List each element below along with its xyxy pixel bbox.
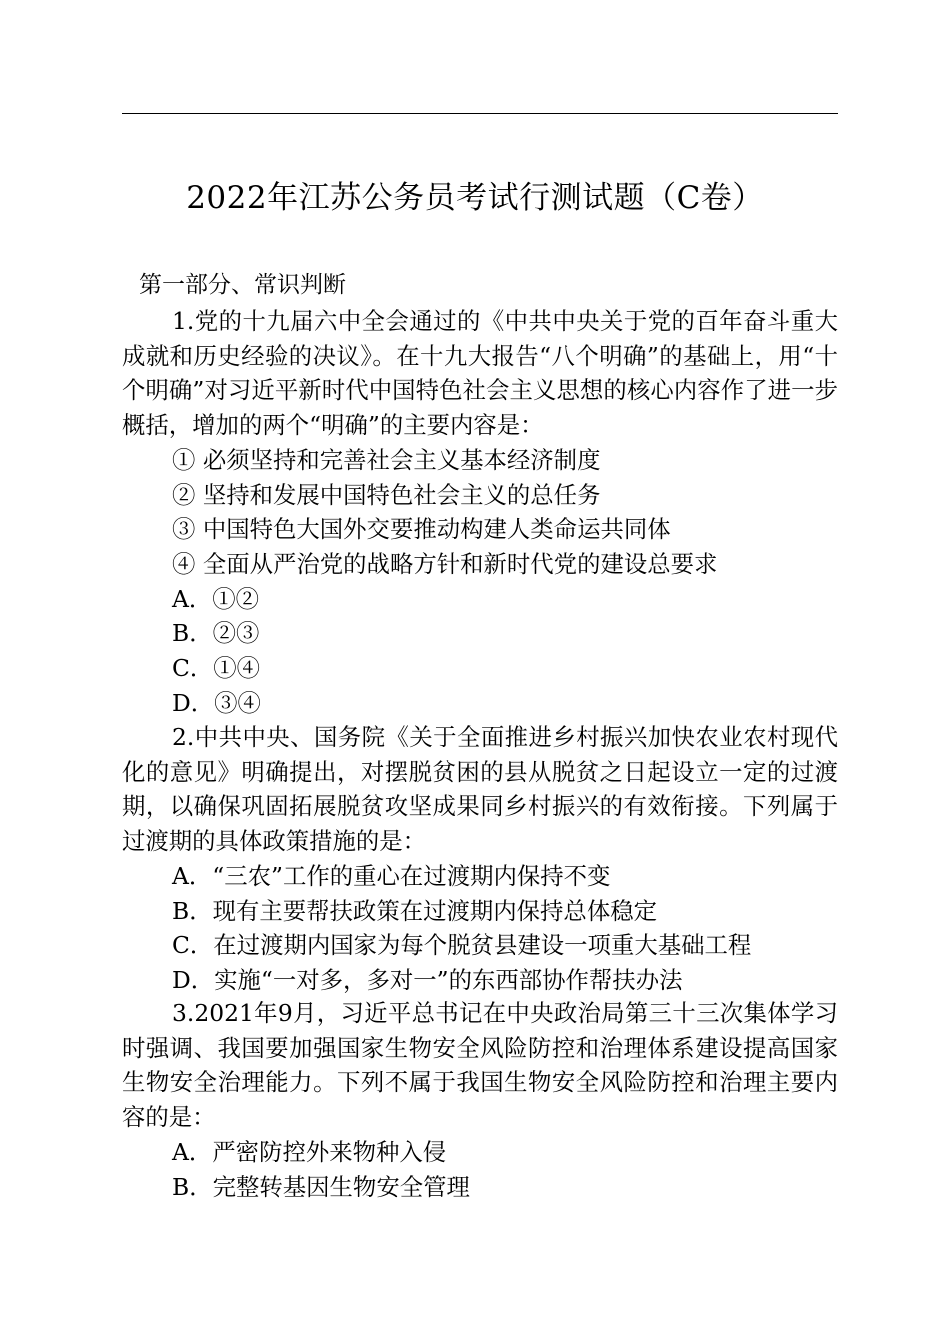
document-title: 2022年江苏公务员考试行测试题（C卷） — [186, 180, 764, 216]
answer-option: A．①② — [172, 584, 260, 613]
answer-option: D．实施“一对多，多对一”的东西部协作帮扶办法 — [172, 965, 683, 994]
header-rule — [122, 113, 838, 114]
question-stem: 3.2021年9月，习近平总书记在中央政治局第三十三次集体学习时强调、我国要加强国家生物安全风险防控和治理体系建设提高国家生物安全治理能力。下列不属于我国生物安全风险防控和治理主要内容的是： — [122, 999, 838, 1132]
question-3 — [122, 996, 838, 1204]
question-stem: 1.党的十九届六中全会通过的《中共中央关于党的百年奋斗重大成就和历史经验的决议》。在十九大报告“八个明确”的基础上，用“十个明确”对习近平新时代中国特色社会主义思想的核心内容作了进一步概括，增加的两个“明确”的主要内容是： — [122, 307, 838, 440]
answer-option: A．“三农”工作的重心在过渡期内保持不变 — [172, 861, 611, 890]
statement-item: ③ 中国特色大国外交要推动构建人类命运共同体 — [172, 515, 671, 544]
statement-item: ④ 全面从严治党的战略方针和新时代党的建设总要求 — [172, 549, 718, 578]
statement-item: ② 坚持和发展中国特色社会主义的总任务 — [172, 480, 601, 509]
answer-option: D．③④ — [172, 688, 261, 717]
statement-item: ① 必须坚持和完善社会主义基本经济制度 — [172, 445, 601, 474]
answer-option: C．在过渡期内国家为每个脱贫县建设一项重大基础工程 — [172, 931, 752, 960]
answer-option: C．①④ — [172, 654, 261, 683]
answer-option: B．现有主要帮扶政策在过渡期内保持总体稳定 — [172, 896, 657, 925]
answer-option: A．严密防控外来物种入侵 — [172, 1137, 447, 1166]
question-1 — [122, 304, 838, 720]
answer-option: B．完整转基因生物安全管理 — [172, 1172, 470, 1201]
question-2 — [122, 720, 838, 998]
question-stem: 2.中共中央、国务院《关于全面推进乡村振兴加快农业农村现代化的意见》明确提出，对摆脱贫困的县从脱贫之日起设立一定的过渡期，以确保巩固拓展脱贫攻坚成果同乡村振兴的有效衔接。下列属于过渡期的具体政策措施的是： — [122, 723, 838, 856]
answer-option: B．②③ — [172, 619, 260, 648]
section-heading: 第一部分、常识判断 — [139, 272, 346, 298]
